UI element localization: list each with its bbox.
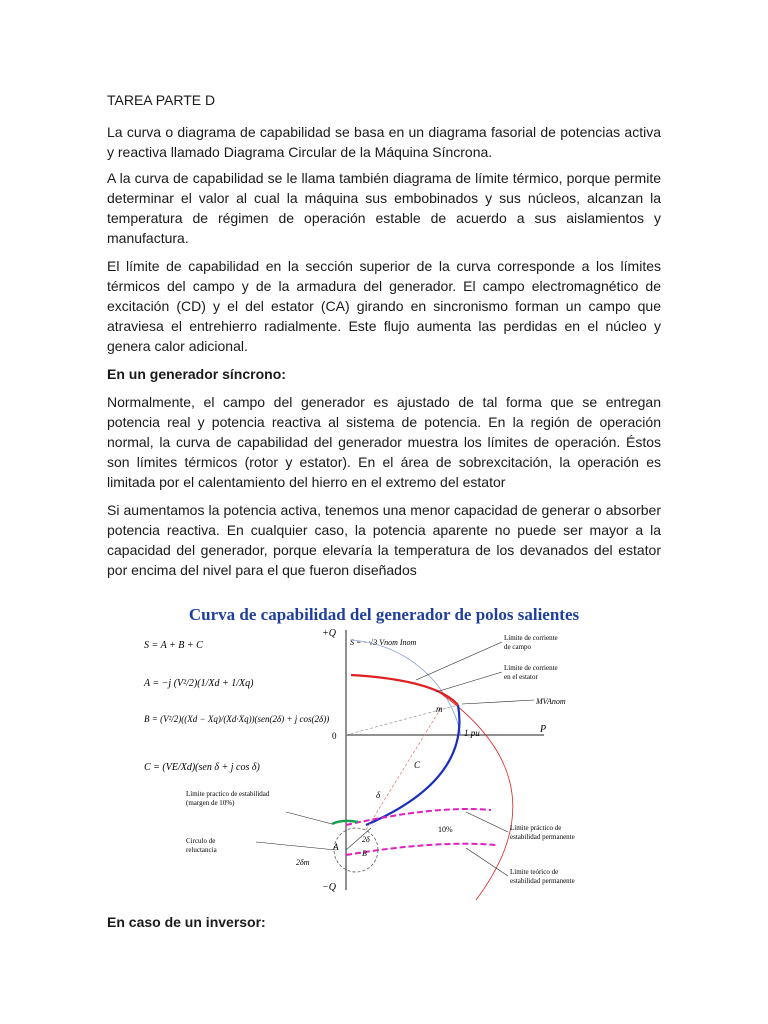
paragraph-1: La curva o diagrama de capabilidad se basa en un diagrama fasorial de potencias activa y reactiva llamado Diagrama Circular de la Máquina Síncrona. <box>107 124 661 160</box>
lbl-reluctancia: Circulo de reluctancia <box>186 837 217 854</box>
ten-pct-label: 10% <box>438 825 453 834</box>
leader-mva <box>462 700 534 704</box>
paragraph-5: Si aumentamos la potencia activa, tenemos una menor capacidad de generar o absorber potencia reactiva. En cualquier caso, la potencia aparente no puede ser mayor a la capacidad del generador, porque elevaría la temperatura de los devanados del estator por encima del nivel para el que fueron diseñados <box>107 502 661 578</box>
heading-inversor: En caso de un inversor: <box>107 914 266 930</box>
leader-practico-perm <box>466 812 508 832</box>
reluctance-circle <box>334 828 378 872</box>
eq-b: B = (V²/2)((Xd − Xq)/(Xd·Xq))(sen(2δ) + j cos(2δ)) <box>144 714 330 724</box>
eq-a: A = −j (V²/2)(1/Xd + 1/Xq) <box>144 678 254 689</box>
axis-pos-q: +Q <box>322 628 336 639</box>
leader-campo <box>416 642 502 680</box>
outer-red-curve <box>436 690 513 900</box>
axis-neg-q: −Q <box>322 882 336 893</box>
a-label: A <box>333 842 339 852</box>
paragraph-3: El límite de capabilidad en la sección superior de la curva corresponde a los límites térmicos del campo y de la armadura del generador. El campo electromagnético de excitación (CD) y el del estator (CA) girando en sincronismo forman un campo que atraviesa el entrehierro radialmente. Este flujo aumenta las perdidas en el núcleo y genera calor adicional. <box>107 258 661 354</box>
lbl-practico-perm: Límite práctico de estabilidad permanente <box>510 824 575 841</box>
eq-c: C = (VE/Xd)(sen δ + j cos δ) <box>144 762 260 773</box>
leader-practico <box>286 812 332 824</box>
two-delta-label: 2δ <box>362 835 370 844</box>
lbl-practico: Límite practico de estabilidad (margen de 10%) <box>186 790 270 807</box>
b-label: B <box>362 849 367 858</box>
lbl-campo: Límite de corriente de campo <box>504 634 558 651</box>
lbl-mva: MVAnom <box>536 697 566 706</box>
delta-label: δ <box>376 790 381 800</box>
lbl-estator: Límite de corriente en el estator <box>504 664 558 681</box>
heading-generador: En un generador síncrono: <box>107 366 286 382</box>
campo-limit-arc <box>350 640 461 735</box>
lbl-teorico: Límite teórico de estabilidad permanente <box>510 868 575 885</box>
figure-title: Curva de capabilidad del generador de polos salientes <box>188 605 580 624</box>
green-limit-segment <box>332 821 358 824</box>
doc-title: TAREA PARTE D <box>107 92 216 108</box>
paragraph-4: Normalmente, el campo del generador es ajustado de tal forma que se entregan potencia real y potencia reactiva al sistema de potencia. En la región de operación normal, la curva de capabilidad del generador muestra los límites de operación. Éstos son límites térmicos (rotor y estator). En el área de sobrexcitación, la operación es limitada por el calentamiento del hierro en el extremo del estator <box>107 394 661 490</box>
m-label: m <box>436 704 443 714</box>
eq-s: S = A + B + C <box>144 640 203 651</box>
one-pu-label: 1 pu <box>464 728 480 738</box>
axis-p: P <box>540 724 547 735</box>
s-label: S = −√3 Vnom Inom <box>350 638 417 647</box>
leader-reluctancia <box>256 842 336 850</box>
paragraph-2: A la curva de capabilidad se le llama también diagrama de límite térmico, porque permite determinar el valor al cual la máquina sus embobinados y sus núcleos, alcanzan la temperatura de régimen de operación estable de acuerdo a sus aislamientos y manufactura. <box>107 170 661 246</box>
capability-figure <box>136 600 636 905</box>
leader-estator <box>436 672 502 692</box>
leader-teorico <box>466 848 508 876</box>
two-delta-m-label: 2δm <box>296 858 310 867</box>
c-label: C <box>414 760 421 770</box>
practical-stability-curve <box>346 809 491 825</box>
origin-label: 0 <box>332 731 337 741</box>
